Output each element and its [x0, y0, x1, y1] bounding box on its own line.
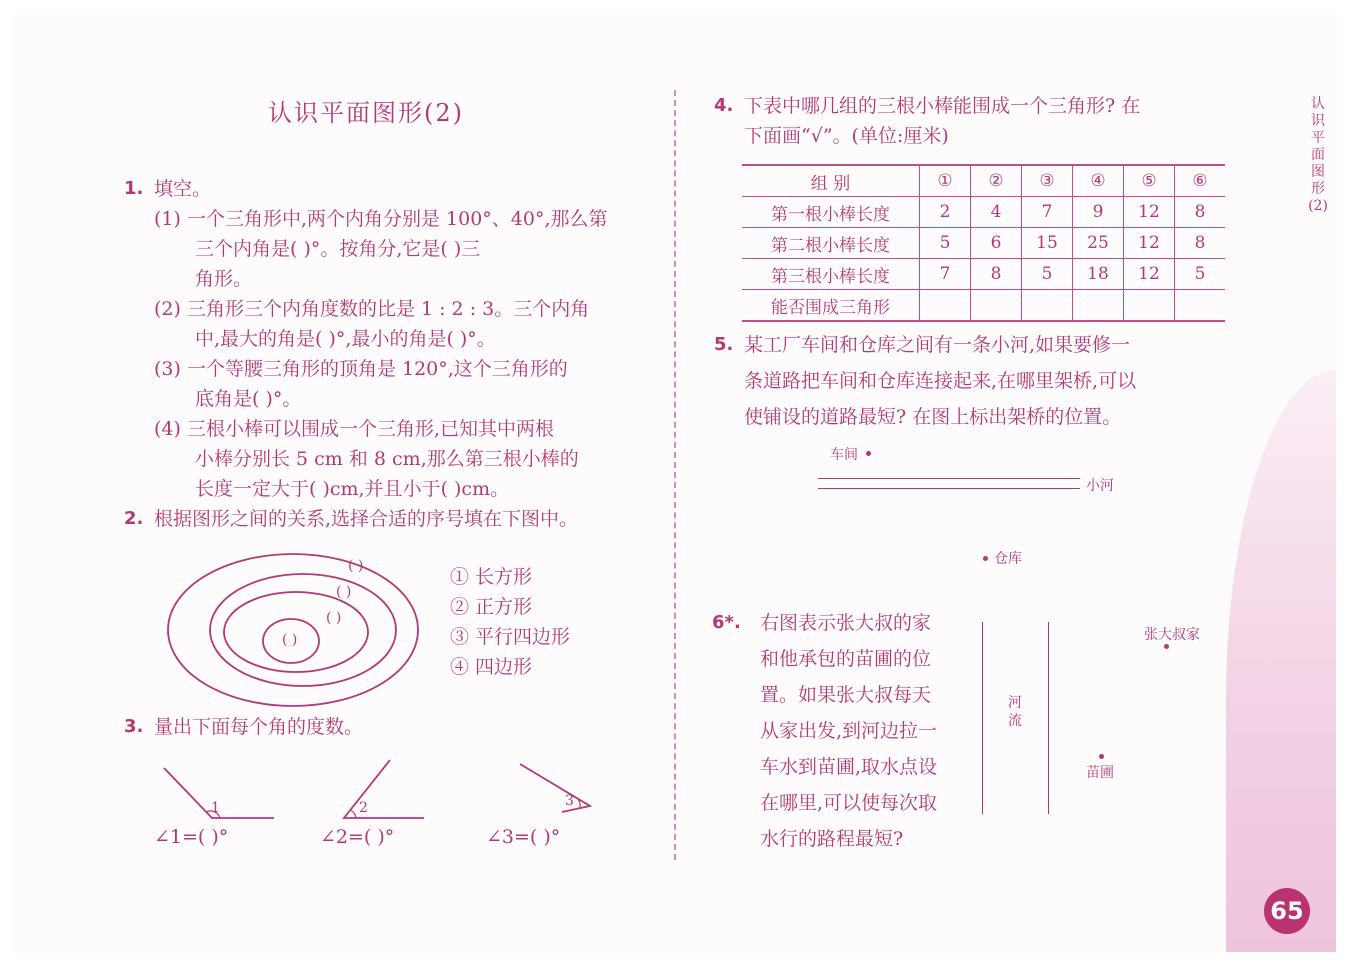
header-cell: ② [971, 165, 1022, 197]
q5-line-3: 使铺设的道路最短? 在图上标出架桥的位置。 [744, 406, 1122, 428]
q6-line-5: 车水到苗圃,取水点设 [760, 756, 938, 778]
q1-1-line-2: 三个内角是( )°。按角分,它是( )三 [195, 238, 481, 260]
q1-4-line-2: 小棒分别长 5 cm 和 8 cm,那么第三根小棒的 [195, 448, 579, 470]
q2-label: 根据图形之间的关系,选择合适的序号填在下图中。 [154, 508, 579, 530]
answer-cell[interactable] [971, 290, 1022, 322]
q6-line-2: 和他承包的苗圃的位 [760, 648, 932, 670]
q4-number: 4. [714, 95, 734, 116]
header-cell: ③ [1022, 165, 1073, 197]
q1-2-line-2: 中,最大的角是( )°,最小的角是( )°。 [195, 328, 496, 350]
table-row [742, 259, 1225, 290]
q5-line-1: 某工厂车间和仓库之间有一条小河,如果要修一 [744, 334, 1131, 356]
q6-number: 6*. [712, 612, 741, 633]
q5-line-2: 条道路把车间和仓库连接起来,在哪里架桥,可以 [744, 370, 1137, 392]
row-label: 第三根小棒长度 [742, 259, 920, 290]
workshop-dot [866, 451, 871, 456]
page-title: 认识平面图形(2) [268, 99, 464, 127]
side-running-title: 认识平面图形(2) [1308, 96, 1328, 214]
header-cell: ⑥ [1175, 165, 1226, 197]
table-cell: 4 [971, 197, 1022, 228]
row-label: 第一根小棒长度 [742, 197, 920, 228]
angle-figures [150, 756, 620, 826]
q4-line-1: 下表中哪几组的三根小棒能围成一个三角形? 在 [744, 95, 1141, 117]
option-square: ② 正方形 [450, 596, 533, 618]
q1-3-line-2: 底角是( )°。 [195, 388, 302, 410]
answer-cell[interactable] [1175, 290, 1226, 322]
warehouse-label: 仓库 [994, 551, 1022, 567]
angle-1-mark: 1 [211, 800, 220, 816]
table-header-row [742, 165, 1225, 197]
nursery-dot [1099, 754, 1104, 759]
page-fold-divider [674, 90, 676, 860]
q3-label: 量出下面每个角的度数。 [154, 716, 364, 738]
q1-4-line-3: 长度一定大于( )cm,并且小于( )cm。 [195, 478, 510, 500]
ellipse-blank-2: ( ) [336, 584, 352, 600]
river-left-bank [982, 622, 983, 814]
table-cell: 9 [1073, 197, 1124, 228]
table-cell: 12 [1124, 228, 1175, 259]
table-cell: 15 [1022, 228, 1073, 259]
river-right-bank [1048, 622, 1049, 814]
table-cell: 8 [1175, 197, 1226, 228]
q2-number: 2. [124, 508, 144, 529]
table-cell: 2 [920, 197, 971, 228]
angle-1-answer: ∠1=( )° [154, 826, 229, 848]
q4-line-2: 下面画“√”。(单位:厘米) [744, 125, 949, 147]
nursery-label: 苗圃 [1086, 765, 1114, 781]
option-rectangle: ① 长方形 [450, 566, 533, 588]
answer-cell[interactable] [1073, 290, 1124, 322]
q6-line-1: 右图表示张大叔的家 [760, 612, 932, 634]
table-cell: 12 [1124, 259, 1175, 290]
row-label: 能否围成三角形 [742, 290, 920, 322]
river-bank-top [818, 478, 1080, 479]
sticks-table [742, 164, 1225, 322]
warehouse-dot [983, 556, 988, 561]
table-cell: 7 [920, 259, 971, 290]
angle-3-mark: 3 [565, 793, 574, 809]
q6-line-7: 水行的路程最短? [760, 828, 904, 850]
q6-line-6: 在哪里,可以使每次取 [760, 792, 938, 814]
table-cell: 5 [1022, 259, 1073, 290]
table-cell: 6 [971, 228, 1022, 259]
ellipse-blank-4: ( ) [282, 632, 298, 648]
ellipse-blank-3: ( ) [326, 610, 342, 626]
q3-number: 3. [124, 716, 144, 737]
q1-2-line-1: (2) 三角形三个内角度数的比是 1 : 2 : 3。三个内角 [154, 298, 590, 320]
table-cell: 7 [1022, 197, 1073, 228]
angle-3-answer: ∠3=( )° [486, 826, 561, 848]
option-parallelogram: ③ 平行四边形 [450, 626, 571, 648]
table-cell: 5 [920, 228, 971, 259]
ellipse-blank-1: ( ) [348, 558, 364, 574]
header-cell: 组 别 [742, 165, 920, 197]
option-quadrilateral: ④ 四边形 [450, 656, 533, 678]
answer-cell[interactable] [920, 290, 971, 322]
header-cell: ⑤ [1124, 165, 1175, 197]
angle-2-mark: 2 [359, 800, 368, 816]
header-cell: ④ [1073, 165, 1124, 197]
table-row [742, 228, 1225, 259]
table-row [742, 197, 1225, 228]
river-flow-label: 河流 [1008, 695, 1022, 729]
table-cell: 8 [1175, 228, 1226, 259]
page-number-badge: 65 [1264, 888, 1310, 934]
table-row [742, 290, 1225, 322]
home-label: 张大叔家 [1144, 627, 1200, 643]
q6-line-4: 从家出发,到河边拉一 [760, 720, 938, 742]
table-cell: 8 [971, 259, 1022, 290]
q1-4-line-1: (4) 三根小棒可以围成一个三角形,已知其中两根 [154, 418, 554, 440]
table-cell: 25 [1073, 228, 1124, 259]
angle-2-answer: ∠2=( )° [320, 826, 395, 848]
table-cell: 5 [1175, 259, 1226, 290]
table-cell: 12 [1124, 197, 1175, 228]
q1-1-line-1: (1) 一个三角形中,两个内角分别是 100°、40°,那么第 [154, 208, 608, 230]
q1-label: 填空。 [154, 178, 212, 200]
row-label: 第二根小棒长度 [742, 228, 920, 259]
q1-3-line-1: (3) 一个等腰三角形的顶角是 120°,这个三角形的 [154, 358, 568, 380]
q1-number: 1. [124, 178, 144, 199]
q5-number: 5. [714, 334, 734, 355]
river-bank-bottom [818, 488, 1080, 489]
answer-cell[interactable] [1124, 290, 1175, 322]
header-cell: ① [920, 165, 971, 197]
home-dot [1164, 644, 1169, 649]
q1-1-line-3: 角形。 [195, 268, 253, 290]
q6-line-3: 置。如果张大叔每天 [760, 684, 932, 706]
workshop-label: 车间 [830, 447, 858, 463]
river-label: 小河 [1086, 478, 1114, 494]
answer-cell[interactable] [1022, 290, 1073, 322]
table-cell: 18 [1073, 259, 1124, 290]
